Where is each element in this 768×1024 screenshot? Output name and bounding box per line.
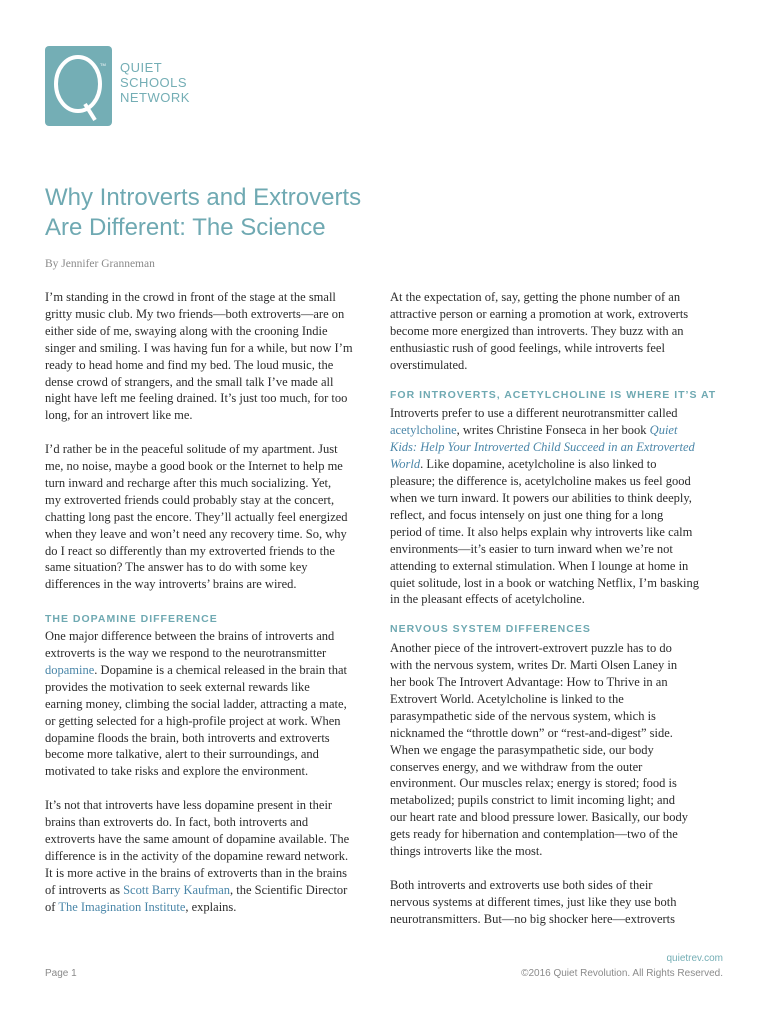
- paragraph: [390, 289, 725, 374]
- q-logo-icon: [45, 46, 112, 126]
- logo-line: QUIET: [120, 60, 163, 75]
- quiet-kids-book-link[interactable]: World: [390, 457, 421, 472]
- text-line: motivated to take risks and explore the environment.: [45, 764, 309, 779]
- text-fragment: , the Scientific Director: [230, 882, 348, 897]
- text-line: or getting selected for a high-profile project at work. When: [45, 713, 341, 728]
- text-line: singer and smiling. I was having fun for a while, but now I’m: [45, 340, 353, 355]
- text-line: chatting long past the encore. They’ll actually feel energized: [45, 509, 348, 524]
- text-line: either side of me, swaying along with the crooning Indie: [45, 323, 328, 338]
- text-line: night have left me feeling drained. It’s just too much, for too: [45, 391, 348, 406]
- text-line: It’s not that introverts have less dopamine present in their: [45, 798, 333, 813]
- logo-line: NETWORK: [120, 90, 190, 105]
- text-line: At the expectation of, say, getting the phone number of an: [390, 290, 681, 304]
- heading-nervous-system: NERVOUS SYSTEM DIFFERENCES: [390, 623, 591, 636]
- trademark-symbol: TM: [100, 62, 106, 67]
- text-line: things introverts like the most.: [390, 844, 543, 859]
- text-fragment: . Dopamine is a chemical released in the brain that: [94, 662, 347, 677]
- text-fragment: of: [45, 899, 59, 914]
- paragraph: [45, 441, 365, 593]
- text-line: [390, 422, 725, 439]
- text-line: attending to external stimulation. When I lounge at home in: [390, 558, 689, 573]
- text-fragment: . Like dopamine, acetylcholine is also linked to: [420, 457, 657, 472]
- text-line: turn inward and recharge after this much socializing. Yet,: [45, 475, 332, 490]
- section-heading: [390, 386, 725, 404]
- text-line: her book The Introvert Advantage: How to Thrive in an: [390, 675, 668, 690]
- text-line: ready to head home and find my bed. The loud music, the: [45, 357, 334, 372]
- text-line: neurotransmitters. But—no big shocker here—extroverts: [390, 911, 675, 926]
- footer-copyright: ©2016 Quiet Revolution. All Rights Reserved.: [521, 968, 723, 979]
- text-line: difference is in the activity of the dopamine reward network.: [45, 848, 349, 863]
- paragraph: [45, 797, 365, 915]
- text-line: [45, 899, 365, 916]
- text-line: do I react so differently than my extroverted friends to the: [45, 543, 335, 558]
- text-line: same situation? The answer has to do with some key: [45, 560, 308, 575]
- section-heading: [45, 610, 365, 628]
- right-column: [390, 289, 725, 928]
- byline: By Jennifer Granneman: [45, 258, 155, 270]
- text-line: me, no noise, maybe a good book or the Internet to help me: [45, 459, 343, 474]
- logo-line: SCHOOLS: [120, 75, 188, 90]
- title-line: Are Different: The Science: [45, 214, 326, 241]
- text-line: gritty music club. My two friends—both extroverts—are on: [45, 306, 345, 321]
- text-line: period of time. It also helps explain why introverts like calm: [390, 524, 693, 539]
- text-line: [45, 882, 365, 899]
- text-line: when they leave and won’t need any recovery time. So, why: [45, 526, 347, 541]
- imagination-institute-link[interactable]: The Imagination Institute: [58, 899, 186, 914]
- left-column: [45, 289, 365, 915]
- text-line: parasympathetic side of the nervous system, which is: [390, 708, 656, 723]
- text-line: metabolized; pupils constrict to limit incoming light; and: [390, 793, 676, 808]
- text-line: differences in the way introverts’ brains are wired.: [45, 577, 297, 592]
- text-line: become more talkative, alert to their surroundings, and: [45, 747, 319, 762]
- text-line: [45, 662, 365, 679]
- page-number: Page 1: [45, 968, 77, 979]
- text-line: I’m standing in the crowd in front of the stage at the small: [45, 290, 336, 304]
- scott-barry-kaufman-link[interactable]: Scott Barry Kaufman: [123, 882, 231, 897]
- text-line: attractive person or earning a promotion at work, extroverts: [390, 306, 689, 321]
- quiet-kids-book-link[interactable]: Quiet: [649, 423, 678, 438]
- logo-wordmark: [120, 60, 190, 105]
- dopamine-link[interactable]: dopamine: [45, 662, 95, 677]
- text-line: our heart rate and blood pressure lower. Basically, our body: [390, 810, 689, 825]
- text-line: dopamine floods the brain, both introverts and extroverts: [45, 730, 330, 745]
- text-line: become more energized than introverts. They buzz with an: [390, 323, 684, 338]
- text-line: when we turn inward. It powers our abilities to think deeply,: [390, 490, 692, 505]
- paragraph: [45, 628, 365, 780]
- text-line: in the pleasant effects of acetylcholine.: [390, 592, 585, 607]
- text-line: environment. Our muscles relax; energy is stored; food is: [390, 776, 677, 791]
- quiet-logo: [45, 46, 112, 126]
- paragraph: [45, 289, 365, 424]
- text-line: Introverts prefer to use a different neurotransmitter called: [390, 406, 678, 421]
- text-line: Another piece of the introvert-extrovert puzzle has to do: [390, 641, 672, 656]
- text-line: When we engage the parasympathetic side, our body: [390, 742, 654, 757]
- text-fragment: , explains.: [185, 899, 237, 914]
- heading-dopamine: THE DOPAMINE DIFFERENCE: [45, 613, 218, 626]
- text-line: extroverts have the same amount of dopamine available. The: [45, 831, 350, 846]
- acetylcholine-link[interactable]: acetylcholine: [390, 423, 457, 438]
- text-line: my extroverted friends could probably stay at the concert,: [45, 492, 335, 507]
- text-fragment: of introverts as: [45, 882, 124, 897]
- text-line: extroverts is the way we respond to the neurotransmitter: [45, 646, 327, 660]
- text-line: enthusiastic rush of good feelings, while introverts feel: [390, 340, 665, 355]
- title-line: Why Introverts and Extroverts: [45, 184, 362, 211]
- text-line: overstimulated.: [390, 357, 468, 372]
- text-line: provides the motivation to seek external rewards like: [45, 679, 310, 694]
- text-line: I’d rather be in the peaceful solitude of my apartment. Just: [45, 442, 338, 457]
- footer-url[interactable]: quietrev.com: [666, 953, 723, 964]
- section-heading: [390, 620, 725, 638]
- text-line: conserves energy, and we withdraw from the outer: [390, 759, 643, 774]
- heading-acetylcholine: FOR INTROVERTS, ACETYLCHOLINE IS WHERE IT’S AT: [390, 388, 717, 401]
- text-line: One major difference between the brains of introverts and: [45, 629, 335, 644]
- text-line: [390, 439, 725, 456]
- text-line: Both introverts and extroverts use both sides of their: [390, 877, 653, 892]
- text-line: environments—it’s easier to turn inward when we’re not: [390, 541, 673, 556]
- text-line: brains than extroverts do. In fact, both introverts and: [45, 815, 309, 830]
- text-line: It is more active in the brains of extroverts than in the brains: [45, 865, 347, 880]
- quiet-kids-book-link[interactable]: Kids: Help Your Introverted Child Succeed in an Extroverted: [390, 440, 695, 455]
- text-line: quiet solitude, lost in a book or watching Netflix, I’m basking: [390, 575, 699, 590]
- text-line: [390, 456, 725, 473]
- text-line: nervous systems at different times, just like they use both: [390, 894, 677, 909]
- text-line: nicknamed the “throttle down” or “rest-and-digest” side.: [390, 725, 673, 740]
- article-title: [45, 183, 445, 243]
- text-line: gets ready for hibernation and contemplation—two of the: [390, 827, 678, 842]
- text-line: with the nervous system, writes Dr. Marti Olsen Laney in: [390, 658, 678, 673]
- paragraph: [390, 877, 725, 928]
- paragraph: [390, 640, 725, 860]
- text-line: dense crowd of strangers, and the small talk I’ve made all: [45, 374, 334, 389]
- paragraph: [390, 405, 725, 608]
- text-line: long, for an introvert like me.: [45, 408, 193, 423]
- text-line: reflect, and focus intensely on just one thing for a long: [390, 507, 664, 522]
- text-line: earning money, climbing the social ladder, attracting a mate,: [45, 696, 347, 711]
- text-fragment: , writes Christine Fonseca in her book: [456, 423, 650, 438]
- text-line: pleasure; the difference is, acetylcholine makes us feel good: [390, 474, 691, 489]
- text-line: Extrovert World. Acetylcholine is linked to the: [390, 691, 624, 706]
